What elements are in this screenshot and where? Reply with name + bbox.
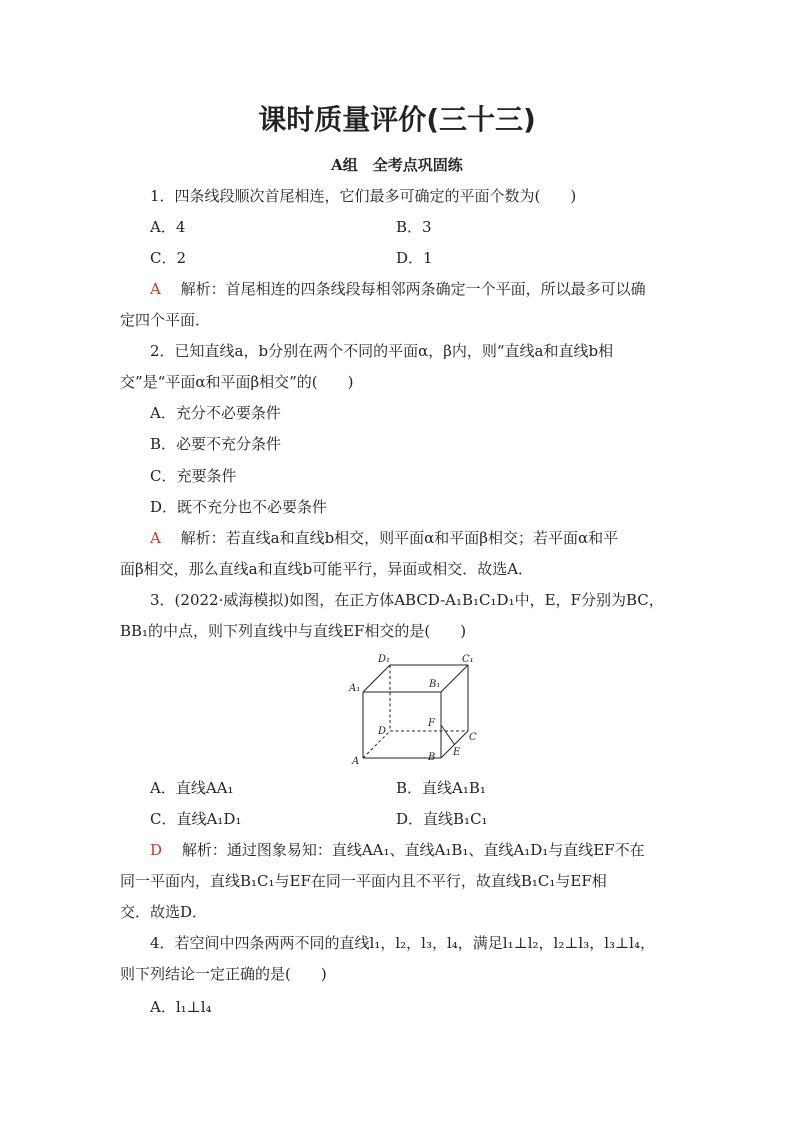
q3-stem-2: BB₁的中点，则下列直线中与直线EF相交的是( ) (120, 622, 467, 640)
segment-ef (441, 725, 455, 745)
label-b: B (428, 752, 436, 763)
q1-stem: 1．四条线段顺次首尾相连，它们最多可确定的平面个数为( ) (150, 187, 577, 205)
q2-analysis-text-1: 解析：若直线a和直线b相交，则平面α和平面β相交；若平面α和平 (180, 529, 619, 547)
label-f: F (428, 718, 435, 729)
label-c: C (469, 732, 477, 743)
section-heading: A组 全考点巩固练 (331, 156, 463, 174)
q1-analysis-text-2: 定四个平面． (120, 311, 211, 329)
cube-figure (336, 650, 486, 768)
label-d1: D₁ (378, 654, 391, 665)
q2-option-c: C．充要条件 (150, 467, 237, 485)
q4-option-a: A．l₁⊥l₄ (150, 998, 212, 1016)
q2-option-d: D．既不充分也不必要条件 (150, 498, 328, 516)
q2-option-a: A．充分不必要条件 (150, 404, 281, 422)
q2-analysis (150, 528, 618, 548)
edge-a1d1 (363, 665, 390, 692)
q3-option-b: B．直线A₁B₁ (396, 779, 486, 797)
q1-option-a: A．4 (150, 218, 186, 236)
q4-stem-1: 4．若空间中四条两两不同的直线l₁，l₂，l₃，l₄，满足l₁⊥l₂，l₂⊥l₃，l₃⊥l₄， (150, 934, 655, 952)
q1-analysis-text-1: 解析：首尾相连的四条线段每相邻两条确定一个平面，所以最多可以确 (180, 280, 646, 298)
q3-analysis (150, 840, 645, 860)
edge-b1c1 (441, 665, 468, 692)
label-a1: A₁ (349, 683, 361, 694)
q1-answer: A (150, 280, 161, 298)
q1-option-b: B．3 (396, 218, 432, 236)
q3-analysis-text-2: 同一平面内，直线B₁C₁与EF在同一平面内且不平行，故直线B₁C₁与EF相 (120, 872, 607, 890)
q3-option-a: A．直线AA₁ (150, 779, 234, 797)
q3-option-c: C．直线A₁D₁ (150, 810, 242, 828)
q2-answer: A (150, 529, 161, 547)
q1-option-c: C．2 (150, 249, 187, 267)
q1-option-d: D．1 (396, 249, 433, 267)
q3-option-d: D．直线B₁C₁ (396, 810, 488, 828)
q2-stem-2: 交”是“平面α和平面β相交”的( ) (120, 373, 354, 391)
q2-option-b: B．必要不充分条件 (150, 435, 282, 453)
label-e: E (453, 747, 461, 758)
label-a: A (352, 756, 360, 767)
label-b1: B₁ (429, 679, 441, 690)
q3-analysis-text-1: 解析：通过图象易知：直线AA₁、直线A₁B₁、直线A₁D₁与直线EF不在 (181, 841, 645, 859)
q3-analysis-text-3: 交．故选D． (120, 903, 208, 921)
label-d: D (378, 726, 387, 737)
page-title: 课时质量评价(三十三) (258, 103, 536, 136)
q3-answer: D (150, 841, 163, 859)
q3-stem-1: 3．(2022·威海模拟)如图，在正方体ABCD-A₁B₁C₁D₁中，E，F分别为BC， (150, 591, 664, 609)
q4-stem-2: 则下列结论一定正确的是( ) (120, 965, 327, 983)
q1-analysis (150, 279, 674, 299)
q2-stem-1: 2．已知直线a，b分别在两个不同的平面α，β内，则“直线a和直线b相 (150, 342, 614, 360)
q2-analysis-text-2: 面β相交，那么直线a和直线b可能平行，异面或相交．故选A． (120, 560, 534, 578)
label-c1: C₁ (462, 654, 474, 665)
